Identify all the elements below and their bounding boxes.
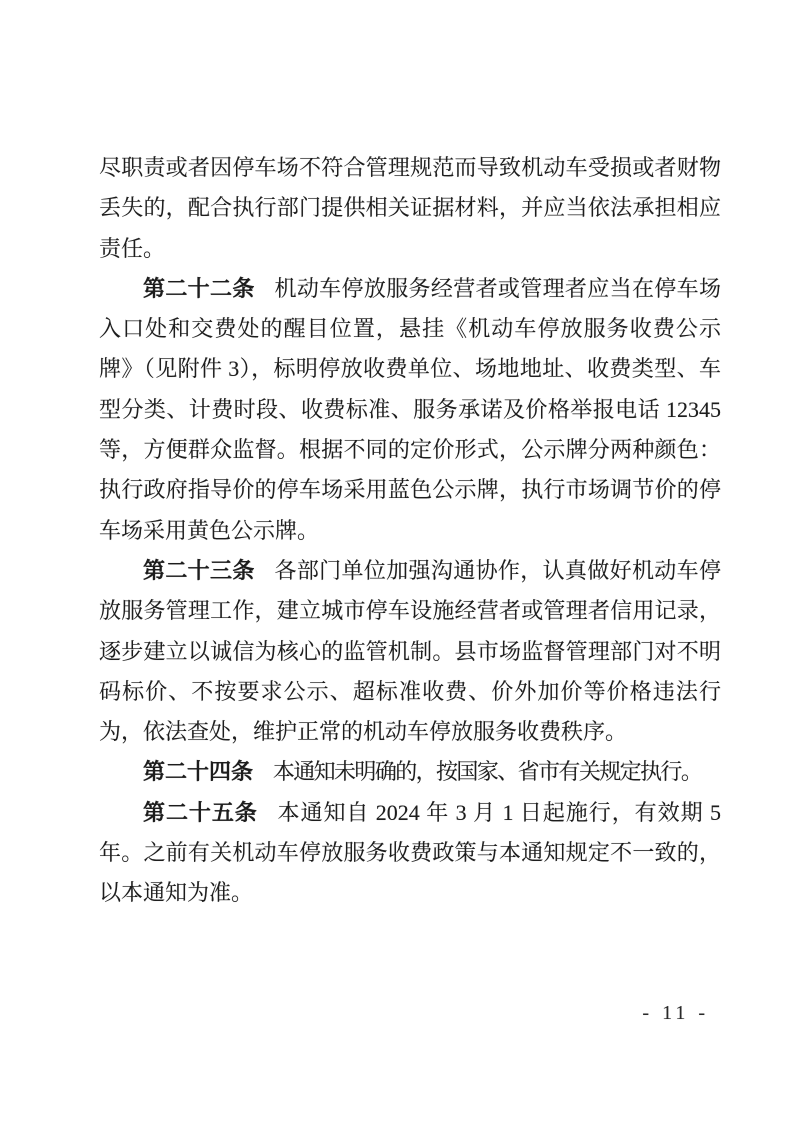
- article-22-term: 第二十二条: [143, 275, 255, 301]
- paragraph-text: 本通知未明确的，按国家、省市有关规定执行。: [272, 759, 702, 785]
- document-body: [99, 148, 721, 914]
- article-24-term: 第二十四条: [143, 759, 254, 785]
- paragraph-text: 各部门单位加强沟通协作，认真做好机动车停放服务管理工作，建立城市停车设施经营者或管理者信用记录，逐步建立以诚信为核心的监管机制。县市场监督管理部门对不明码标价、不按要求公示、超标准收费、价外加价等价格违法行为，依法查处，维护正常的机动车停放服务收费秩序。: [99, 557, 721, 745]
- article-23-term: 第二十三条: [143, 557, 255, 583]
- article-25-term: 第二十五条: [143, 799, 258, 825]
- paragraph-text: 本通知自 2024 年 3 月 1 日起施行，有效期 5 年。之前有关机动车停放服务收费政策与本通知规定不一致的，以本通知为准。: [99, 799, 721, 906]
- paragraph-text: 尽职责或者因停车场不符合管理规范而导致机动车受损或者财物丢失的，配合执行部门提供相关证据材料，并应当依法承担相应责任。: [99, 155, 721, 261]
- page-number: - 11 -: [642, 1002, 709, 1024]
- article-22-paragraph: [99, 269, 721, 551]
- paragraph-text: 机动车停放服务经营者或管理者应当在停车场入口处和交费处的醒目位置，悬挂《机动车停放服务收费公示牌》（见附件 3），标明停放收费单位、场地地址、收费类型、车型分类、计费时段、收费标准、服务承诺及价格举报电话 12345 等，方便群众监督。根据不同的定价形式，公示牌分两种颜色：执行政府指导价的停车场采用蓝色公示牌，执行市场调节价的停车场采用黄色公示牌。: [99, 275, 721, 543]
- article-24-paragraph: [99, 752, 721, 792]
- paragraph-continuation: [99, 148, 721, 269]
- article-25-paragraph: [99, 793, 721, 914]
- article-23-paragraph: [99, 551, 721, 752]
